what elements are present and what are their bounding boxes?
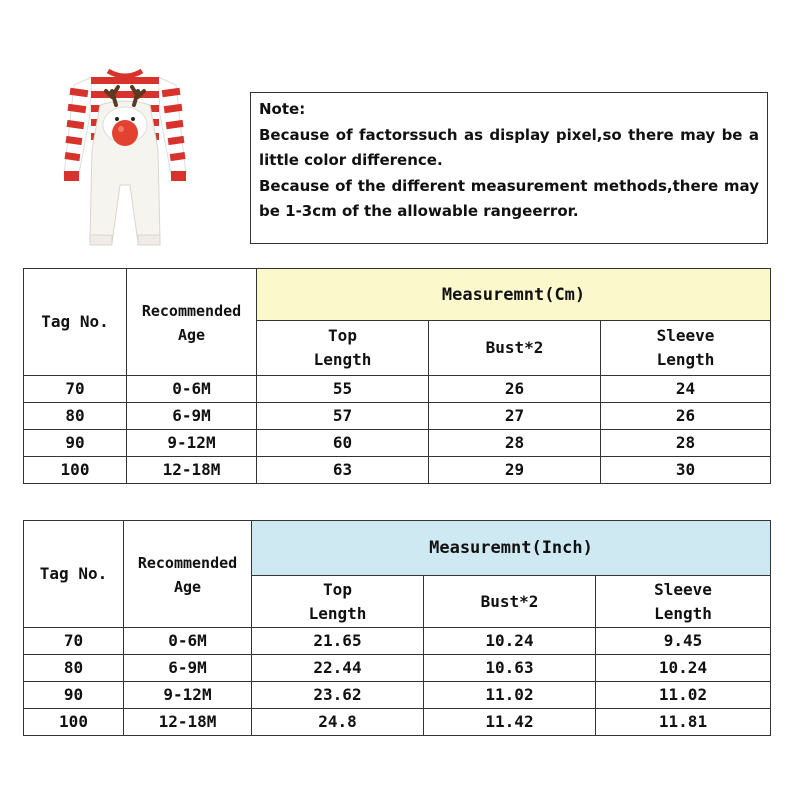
size-table-cm <box>23 268 771 484</box>
cell-top: 23.62 <box>252 682 424 709</box>
cell-age: 12-18M <box>124 709 252 736</box>
cell-tag: 100 <box>24 457 127 484</box>
table-row <box>24 457 771 484</box>
tag-header: Tag No. <box>24 269 127 376</box>
cell-bust: 28 <box>429 430 601 457</box>
table-row <box>24 628 771 655</box>
cell-age: 6-9M <box>124 655 252 682</box>
cell-top: 55 <box>257 376 429 403</box>
table-row <box>24 430 771 457</box>
table-row <box>24 682 771 709</box>
cell-sleeve: 11.81 <box>596 709 771 736</box>
note-box <box>250 92 768 244</box>
cell-age: 6-9M <box>127 403 257 430</box>
cell-bust: 26 <box>429 376 601 403</box>
age-header: Recommended Age <box>127 269 257 376</box>
cell-sleeve: 30 <box>601 457 771 484</box>
cell-age: 0-6M <box>127 376 257 403</box>
cell-sleeve: 11.02 <box>596 682 771 709</box>
note-title: Note: <box>259 100 306 118</box>
cell-sleeve: 26 <box>601 403 771 430</box>
cell-top: 22.44 <box>252 655 424 682</box>
col-top-length: Top Length <box>257 321 429 376</box>
cell-top: 57 <box>257 403 429 430</box>
table-row <box>24 709 771 736</box>
cell-tag: 80 <box>24 655 124 682</box>
cell-tag: 80 <box>24 403 127 430</box>
cell-bust: 10.24 <box>424 628 596 655</box>
note-line: Because of factorssuch as display pixel,so there may be a <box>259 125 759 144</box>
measurement-header-cm: Measuremnt(Cm) <box>257 269 771 321</box>
reindeer-romper-icon <box>60 55 190 260</box>
cell-bust: 11.42 <box>424 709 596 736</box>
note-line: little color difference. <box>259 151 443 169</box>
cell-top: 21.65 <box>252 628 424 655</box>
cell-tag: 70 <box>24 376 127 403</box>
cell-tag: 90 <box>24 430 127 457</box>
cell-bust: 11.02 <box>424 682 596 709</box>
cell-age: 9-12M <box>127 430 257 457</box>
cell-sleeve: 10.24 <box>596 655 771 682</box>
col-bust: Bust*2 <box>429 321 601 376</box>
cell-age: 9-12M <box>124 682 252 709</box>
note-line: be 1-3cm of the allowable rangeerror. <box>259 202 579 220</box>
measurement-header-inch: Measuremnt(Inch) <box>252 521 771 576</box>
cell-sleeve: 9.45 <box>596 628 771 655</box>
cell-age: 12-18M <box>127 457 257 484</box>
col-sleeve-length: Sleeve Length <box>601 321 771 376</box>
cell-age: 0-6M <box>124 628 252 655</box>
cell-sleeve: 24 <box>601 376 771 403</box>
tag-header: Tag No. <box>24 521 124 628</box>
table-row <box>24 376 771 403</box>
cell-tag: 100 <box>24 709 124 736</box>
col-bust: Bust*2 <box>424 576 596 628</box>
table-row <box>24 655 771 682</box>
cell-tag: 70 <box>24 628 124 655</box>
col-top-length: Top Length <box>252 576 424 628</box>
cell-sleeve: 28 <box>601 430 771 457</box>
age-header: Recommended Age <box>124 521 252 628</box>
cell-top: 24.8 <box>252 709 424 736</box>
cell-top: 60 <box>257 430 429 457</box>
col-sleeve-length: Sleeve Length <box>596 576 771 628</box>
cell-top: 63 <box>257 457 429 484</box>
cell-bust: 27 <box>429 403 601 430</box>
cell-bust: 29 <box>429 457 601 484</box>
size-table-inch <box>23 520 771 736</box>
table-row <box>24 403 771 430</box>
cell-tag: 90 <box>24 682 124 709</box>
cell-bust: 10.63 <box>424 655 596 682</box>
note-line: Because of the different measurement methods,there may <box>259 176 759 195</box>
